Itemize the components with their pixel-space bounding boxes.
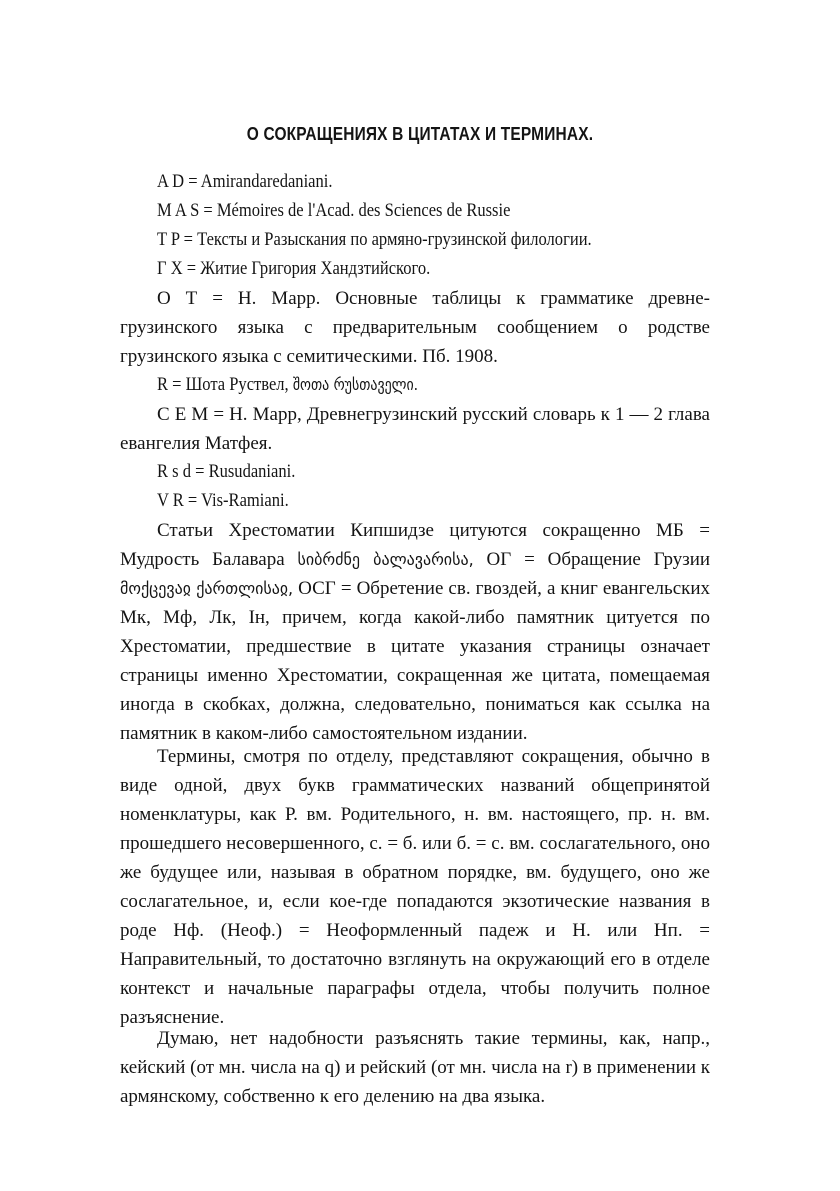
abbr-ad: A D = Amirandaredaniani.: [157, 171, 333, 192]
abbr-rsd: R s d = Rusudaniani.: [157, 461, 296, 482]
paragraph-chrestomathy-block: [120, 516, 710, 748]
abbr-mas: M A S = Mémoires de l'Acad. des Sciences de Russie: [157, 200, 511, 221]
paragraph-note-block: [120, 1024, 710, 1111]
paragraph-terms-block: [120, 742, 710, 1032]
abbr-r-georgian: შოთა რუსთაველი.: [292, 375, 419, 394]
abbr-vr: V R = Vis-Ramiani.: [157, 490, 289, 511]
page-title: О СОКРАЩЕНИЯХ В ЦИТАТАХ И ТЕРМИНАХ.: [246, 124, 594, 144]
abbr-r-label: R = Шота Руствел,: [157, 374, 289, 395]
abbr-tr: T P = Тексты и Разыскания по армяно-грузинской филологии.: [157, 229, 592, 250]
abbr-ot-block: [120, 284, 710, 371]
para1-text-a: Статьи Хрестоматии Кипшидзе цитуются сокращенно МБ = Мудрость Балавара: [120, 520, 710, 570]
para1-text-b: ОГ = Обращение Грузии: [486, 549, 711, 570]
abbr-sem: С Е М = Н. Марр, Древнегрузинский русский словарь к 1 — 2 глава евангелия Матфея.: [120, 404, 710, 454]
para1-georgian-2: მოქცევაჲ ქართლისაჲ,: [120, 579, 294, 598]
paragraph-note: Думаю, нет надобности разъяснять такие термины, как, напр., кейский (от мн. числа на q) и рейский (от мн. числа на r) в применении к армянскому, собственно к его делению на два языка.: [120, 1028, 710, 1107]
paragraph-terms: Термины, смотря по отделу, представляют сокращения, обычно в виде одной, двух букв грамматических названий общепринятой номенклатуры, как Р. вм. Родительного, н. вм. настоящего, пр. н. вм. прошедшего несовершенного, с. = б. или б. = с. вм. сослагательного, оно же будущее или, называя в обратном порядке, вм. будущего, оно же сослагательное, и, если кое-где попадаются экзотические названия в роде Нф. (Неоф.) = Неоформленный падеж и Н. или Нп. = Направительный, то достаточно взглянуть на окружающий его в отделе контекст и начальные параграфы отдела, чтобы получить полное разъяснение.: [120, 746, 710, 1028]
abbr-gx: Г X = Житие Григория Хандзтийского.: [157, 258, 431, 279]
abbr-sem-block: [120, 400, 710, 458]
para1-text-c: ОСГ = Обретение св. гвоздей, а книг евангельских Мк, Мф, Лк, Iн, причем, когда какой-либо памятник цитуется по Хрестоматии, предшествие в цитате указания страницы означает страницы именно Хрестоматии, сокращенная же цитата, помещаемая иногда в скобках, должна, следовательно, пониматься как ссылка на памятник в каком-либо самостоятельном издании.: [120, 578, 711, 744]
abbr-r: [157, 374, 418, 396]
abbr-ot: О Т = Н. Марр. Основные таблицы к грамматике древне-грузинского языка с предварительным сообщением о родстве грузинского языка с семитическими. Пб. 1908.: [120, 288, 710, 367]
para1-georgian-1: სიბრძნე ბალავარისა,: [297, 550, 474, 569]
paragraph-chrestomathy: [120, 516, 710, 748]
